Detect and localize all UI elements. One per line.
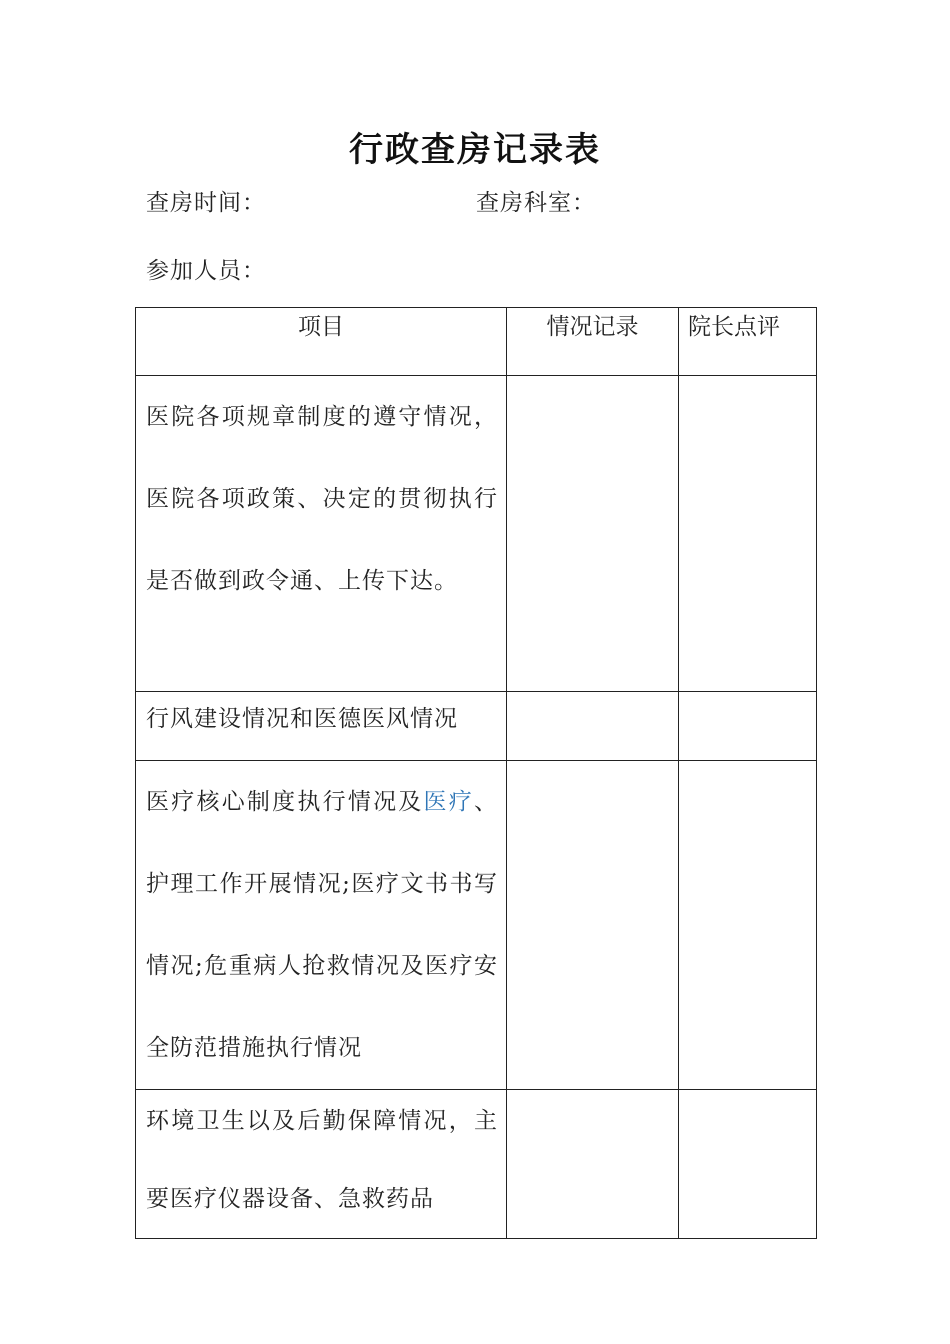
inspection-department-label: 查房科室：: [476, 190, 596, 216]
medical-link[interactable]: 医疗: [423, 789, 475, 815]
table-row: [136, 376, 817, 692]
comment-cell[interactable]: [679, 761, 817, 1090]
item-cell: [136, 692, 507, 761]
document-title: 行政查房记录表: [349, 130, 601, 170]
item-text-after: 、护理工作开展情况;医疗文书书写情况;危重病人抢救情况及医疗安全防范措施执行情况: [146, 789, 499, 1061]
header-item: 项目: [136, 308, 507, 376]
comment-cell[interactable]: [679, 376, 817, 692]
item-text-before: 医疗核心制度执行情况及: [146, 789, 424, 815]
table-row: [136, 1090, 817, 1239]
comment-cell[interactable]: [679, 692, 817, 761]
record-table: [135, 307, 817, 1239]
item-text: [136, 761, 506, 1089]
item-text: 行风建设情况和医德医风情况: [146, 706, 458, 732]
item-text: 医院各项规章制度的遵守情况，医院各项政策、决定的贯彻执行是否做到政令通、上传下达。: [146, 404, 498, 594]
table-row: [136, 761, 817, 1090]
header-record: 情况记录: [507, 308, 679, 376]
comment-cell[interactable]: [679, 1090, 817, 1239]
record-cell[interactable]: [507, 692, 679, 761]
item-cell: [136, 376, 507, 692]
item-cell: [136, 1090, 507, 1239]
item-text: 环境卫生以及后勤保障情况，主要医疗仪器设备、急救药品: [146, 1108, 498, 1212]
inspection-time-label: 查房时间：: [146, 190, 266, 216]
record-cell[interactable]: [507, 376, 679, 692]
record-cell[interactable]: [507, 761, 679, 1090]
table-header-row: [136, 308, 817, 376]
participants-label: 参加人员：: [146, 258, 266, 284]
item-cell: [136, 761, 507, 1090]
record-cell[interactable]: [507, 1090, 679, 1239]
table-row: [136, 692, 817, 761]
header-director-comment: 院长点评: [679, 308, 817, 376]
